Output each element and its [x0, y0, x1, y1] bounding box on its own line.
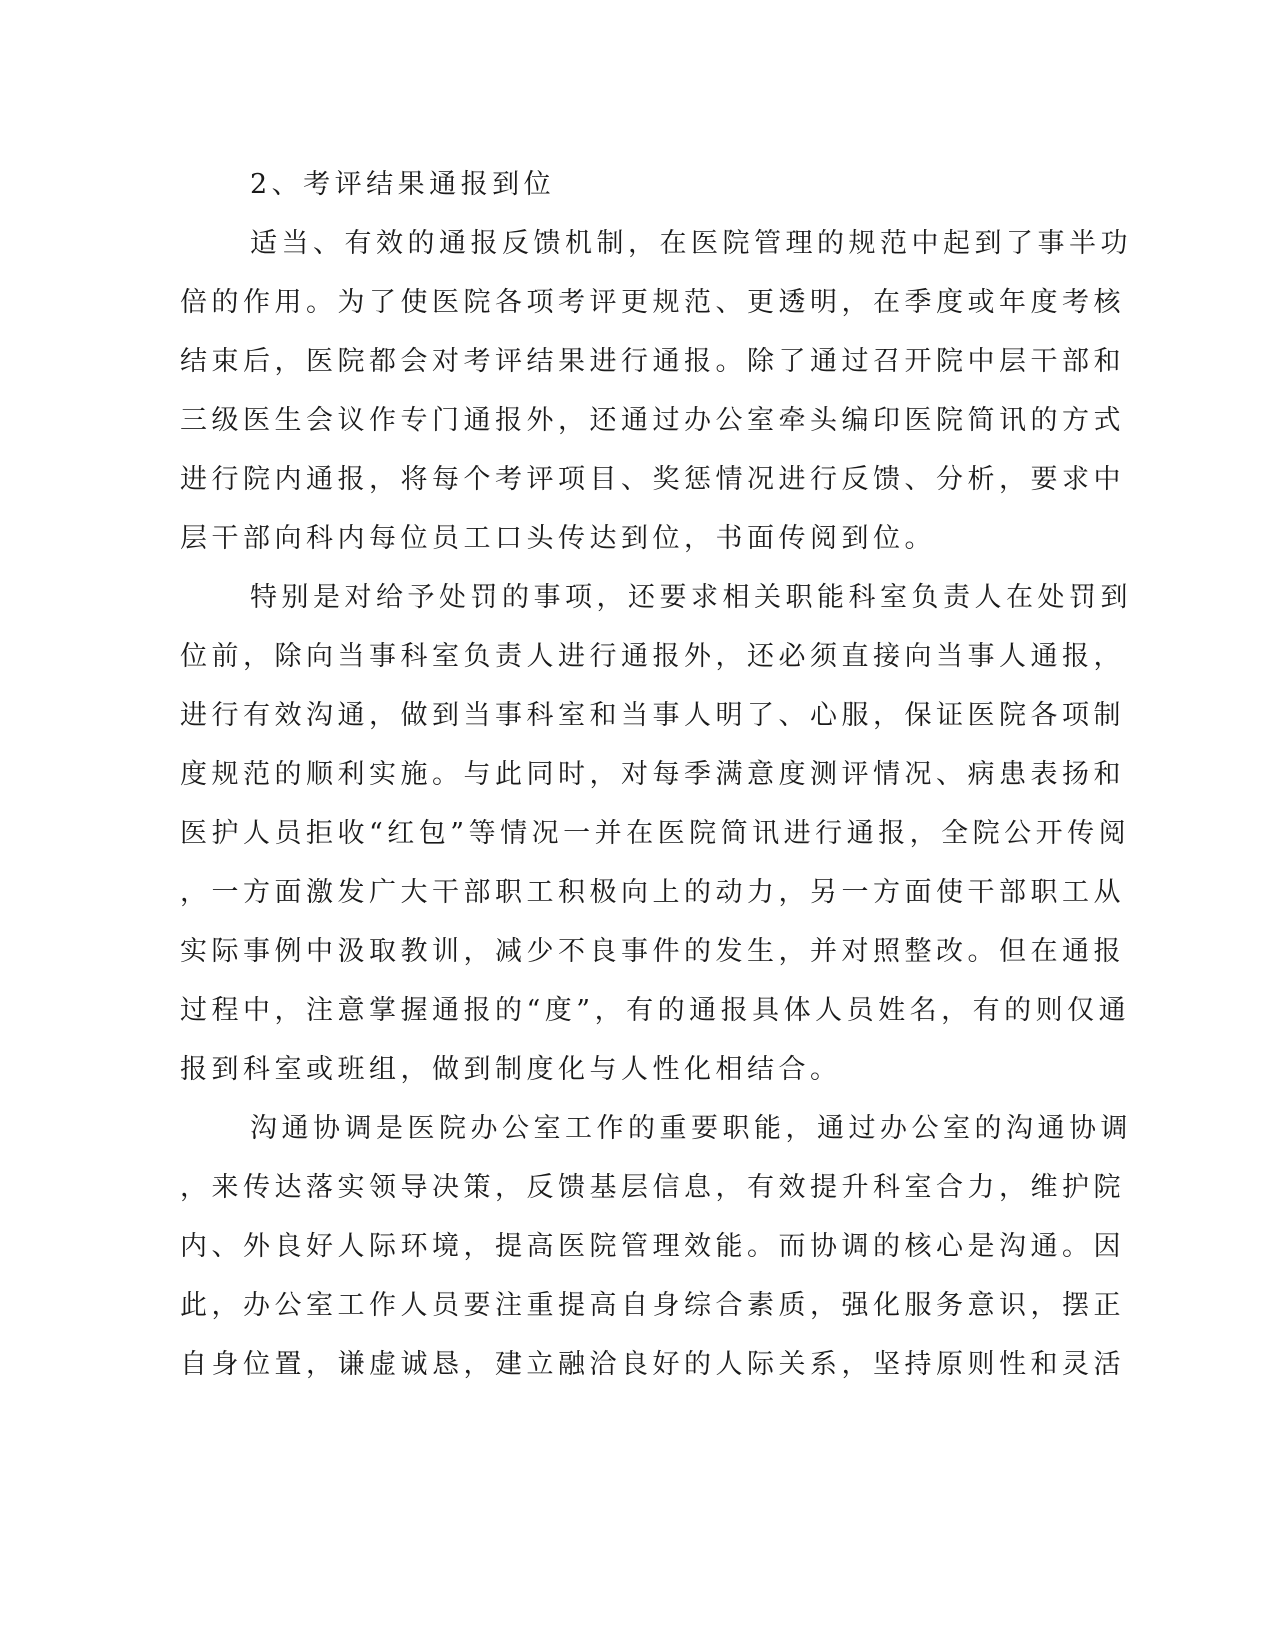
paragraph-1-line-4: 三级医生会议作专门通报外，还通过办公室牵头编印医院简讯的方式	[180, 405, 1125, 436]
paragraph-1-line-6: 层干部向科内每位员工口头传达到位，书面传阅到位。	[180, 523, 936, 554]
paragraph-3-line-3: 内、外良好人际环境，提高医院管理效能。而协调的核心是沟通。因	[180, 1231, 1125, 1262]
paragraph-1-line-2: 倍的作用。为了使医院各项考评更规范、更透明，在季度或年度考核	[180, 287, 1125, 318]
paragraph-2-line-1: 特别是对给予处罚的事项，还要求相关职能科室负责人在处罚到	[250, 582, 1132, 613]
paragraph-2-line-7: 实际事例中汲取教训，减少不良事件的发生，并对照整改。但在通报	[180, 936, 1125, 967]
paragraph-2-line-6: ，一方面激发广大干部职工积极向上的动力，另一方面使干部职工从	[180, 877, 1125, 908]
paragraph-2-line-9: 报到科室或班组，做到制度化与人性化相结合。	[180, 1054, 842, 1085]
paragraph-3-line-1: 沟通协调是医院办公室工作的重要职能，通过办公室的沟通协调	[250, 1113, 1132, 1144]
paragraph-1-line-1: 适当、有效的通报反馈机制，在医院管理的规范中起到了事半功	[250, 228, 1132, 259]
paragraph-3-line-2: ，来传达落实领导决策，反馈基层信息，有效提升科室合力，维护院	[180, 1172, 1125, 1203]
paragraph-2-line-3: 进行有效沟通，做到当事科室和当事人明了、心服，保证医院各项制	[180, 700, 1125, 731]
paragraph-1-line-3: 结束后，医院都会对考评结果进行通报。除了通过召开院中层干部和	[180, 346, 1125, 377]
paragraph-1-line-5: 进行院内通报，将每个考评项目、奖惩情况进行反馈、分析，要求中	[180, 464, 1125, 495]
paragraph-3-line-4: 此，办公室工作人员要注重提高自身综合素质，强化服务意识，摆正	[180, 1290, 1125, 1321]
paragraph-2-line-4: 度规范的顺利实施。与此同时，对每季满意度测评情况、病患表扬和	[180, 759, 1125, 790]
paragraph-2-line-2: 位前，除向当事科室负责人进行通报外，还必须直接向当事人通报，	[180, 641, 1125, 672]
paragraph-3-line-5: 自身位置，谦虚诚恳，建立融洽良好的人际关系，坚持原则性和灵活	[180, 1349, 1125, 1380]
document-body	[180, 155, 1132, 1394]
paragraph-2-line-8: 过程中，注意掌握通报的“度”，有的通报具体人员姓名，有的则仅通	[180, 995, 1131, 1026]
paragraph-2-line-5: 医护人员拒收“红包”等情况一并在医院简讯进行通报，全院公开传阅	[180, 818, 1131, 849]
section-heading: 2、考评结果通报到位	[250, 169, 556, 200]
